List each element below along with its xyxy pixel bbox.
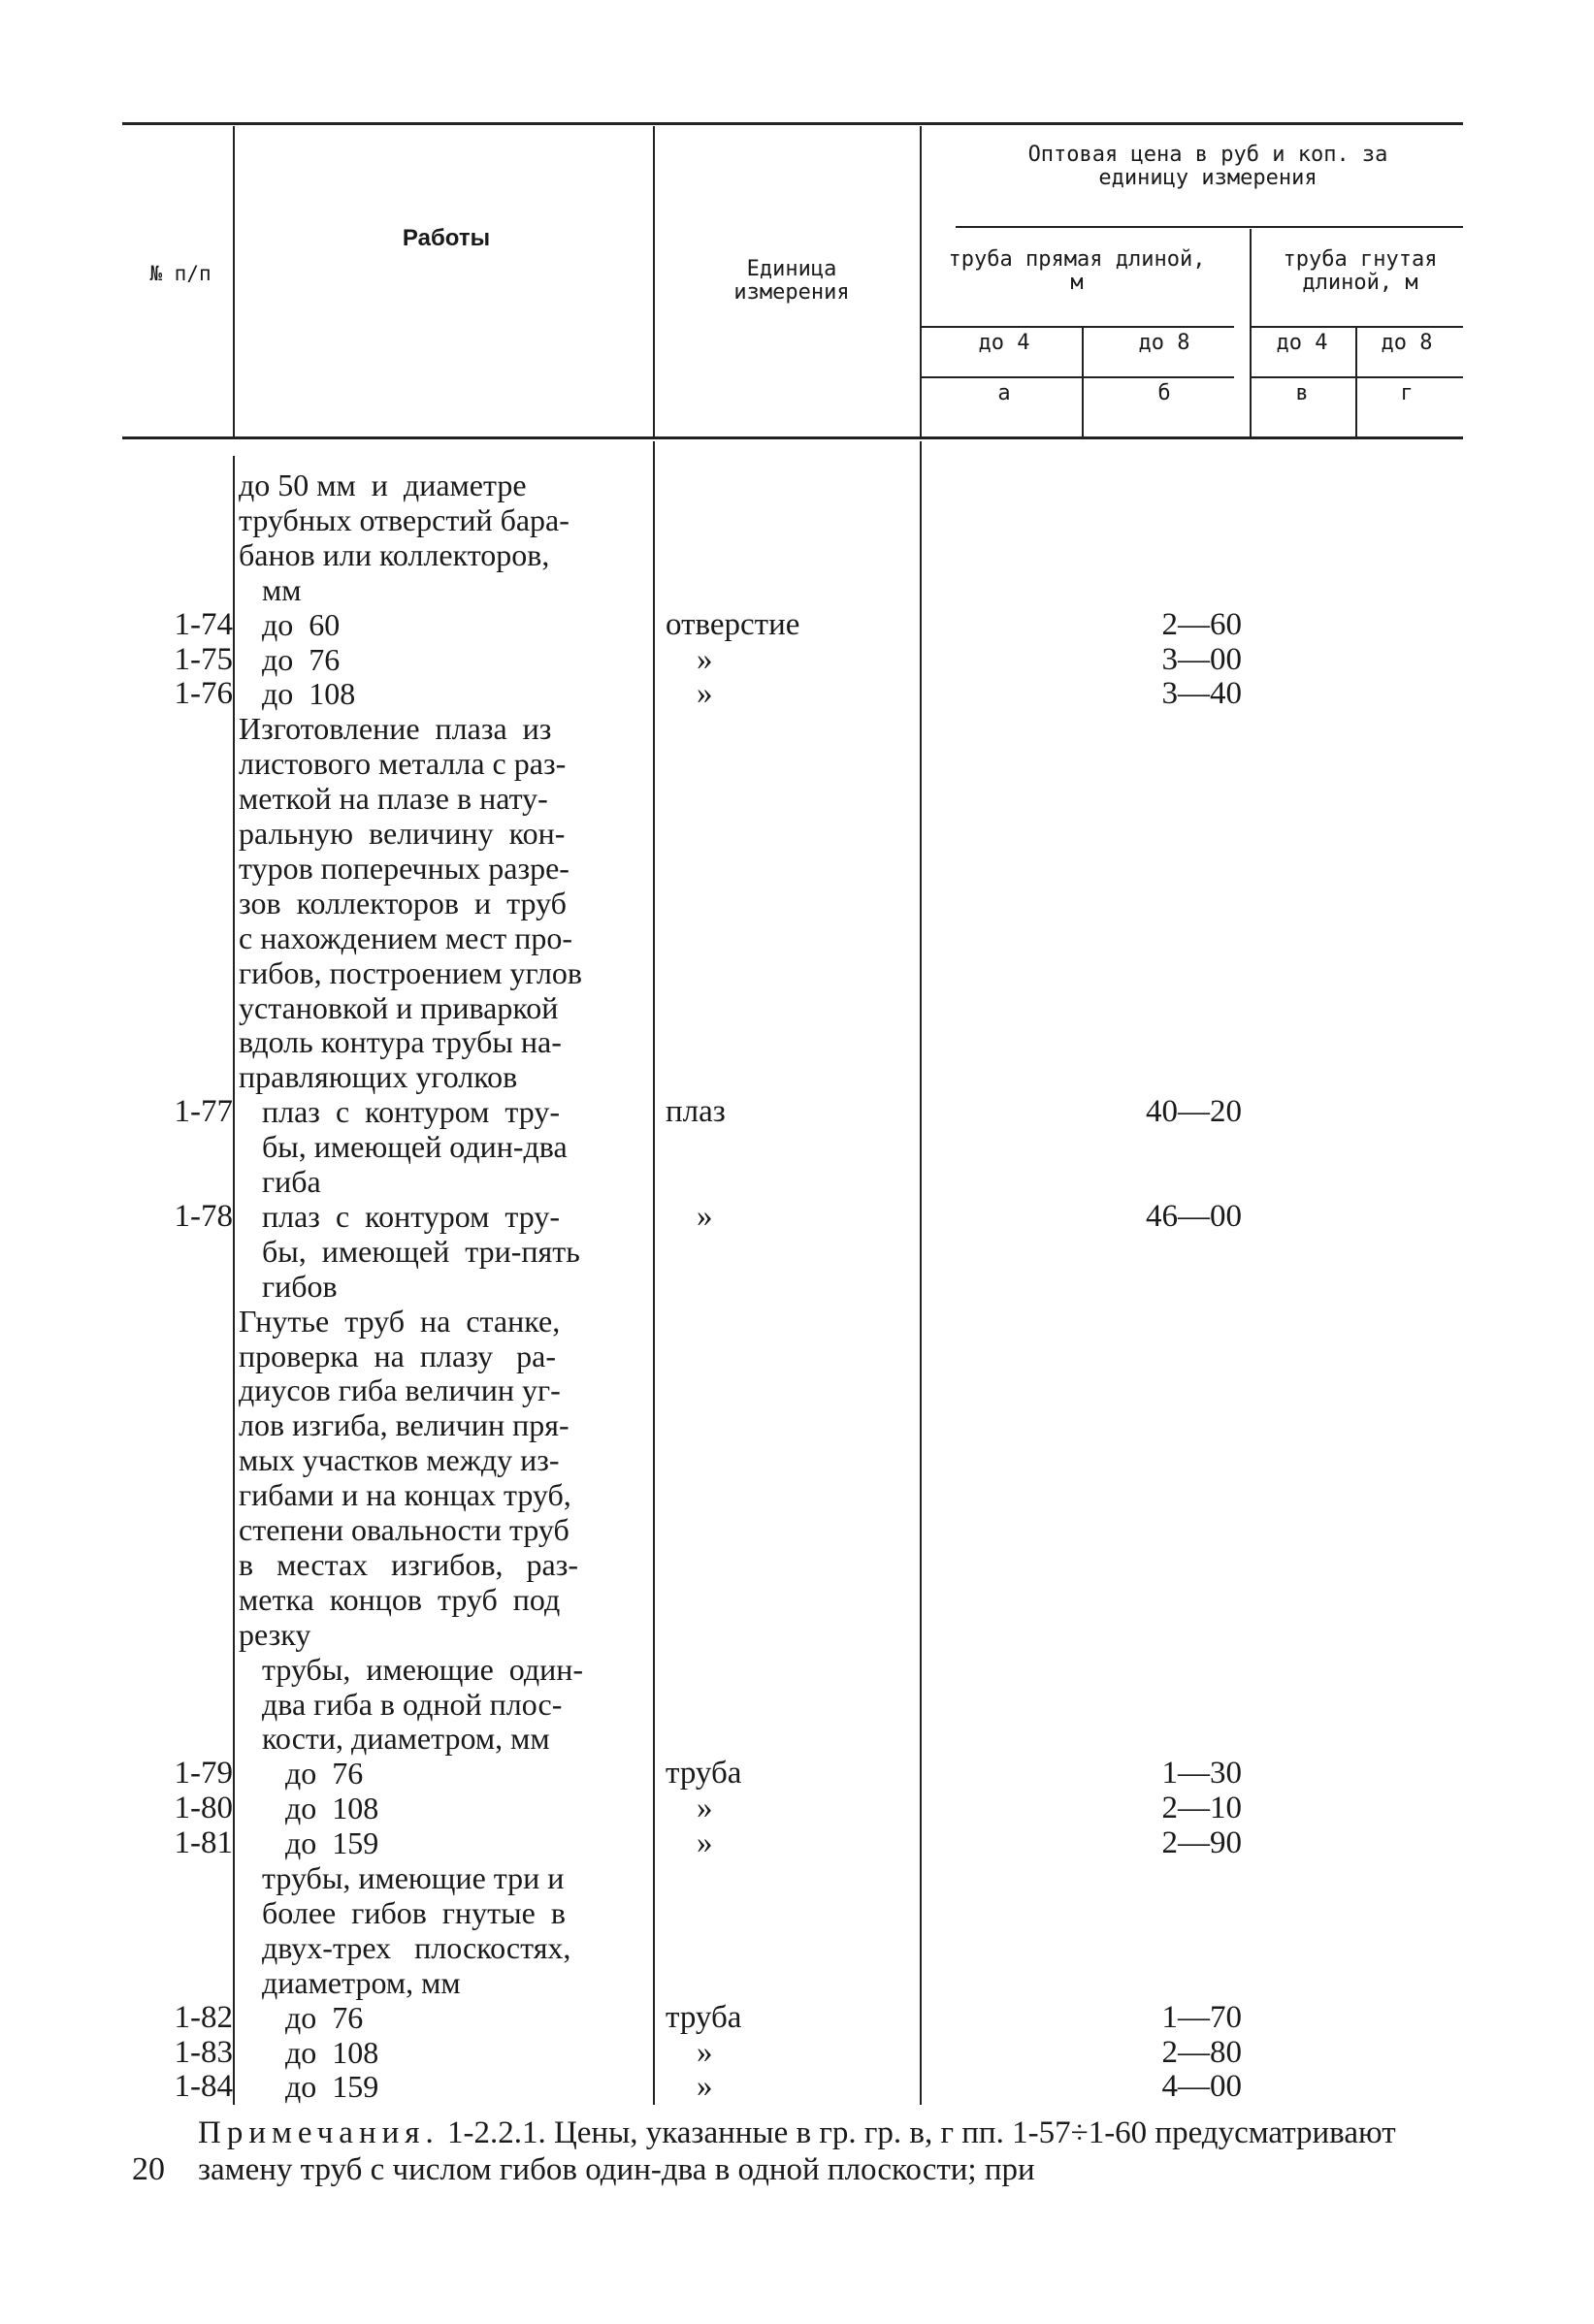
work-line: до 76 <box>239 1999 364 2035</box>
header-sub-g: до 8 <box>1381 331 1433 355</box>
row-unit: » <box>697 1825 713 1861</box>
work-line: диаметром, мм <box>239 1964 461 2000</box>
work-line: проверка на плазу ра- <box>239 1338 556 1373</box>
work-line: зов коллекторов и труб <box>239 885 567 920</box>
length-subheader-rule-b <box>1252 326 1463 328</box>
work-line: трубы, имеющие один- <box>239 1651 584 1687</box>
work-line: гибами и на концах труб, <box>239 1477 571 1513</box>
work-line: плаз с контуром тру- <box>239 1094 560 1130</box>
work-line: двух-трех плоскостях, <box>239 1929 571 1965</box>
row-price: 2—60 <box>1161 606 1242 642</box>
header-letter-b: б <box>1157 381 1171 405</box>
col-divider-2 <box>653 126 655 436</box>
work-line: резку <box>239 1616 311 1652</box>
col-divider-v-g <box>1355 328 1357 436</box>
work-line: лов изгиба, величин пря- <box>239 1407 569 1443</box>
work-line: до 159 <box>239 2069 379 2105</box>
header-straight: труба прямая длиной, м <box>948 247 1206 295</box>
col-divider-3 <box>920 126 922 436</box>
work-line: до 108 <box>239 2034 379 2070</box>
col-divider-1 <box>233 126 235 436</box>
work-line: до 159 <box>239 1825 379 1861</box>
row-unit: » <box>697 641 713 677</box>
footnote <box>198 2114 1459 2188</box>
work-line: ральную величину кон- <box>239 816 566 851</box>
row-price: 46—00 <box>1146 1198 1242 1234</box>
body-divider-3 <box>920 441 922 2105</box>
work-line: гиба <box>239 1164 321 1199</box>
work-line: мых участков между из- <box>239 1442 560 1478</box>
work-line: установкой и приваркой <box>239 989 559 1025</box>
length-subheader-rule-a <box>922 326 1234 328</box>
footnote-label: Примечания. <box>198 2115 439 2150</box>
row-number: 1-84 <box>174 2069 233 2105</box>
work-line: два гиба в одной плос- <box>239 1686 563 1722</box>
work-line: банов или коллекторов, <box>239 536 550 572</box>
work-line: листового металла с раз- <box>239 746 567 782</box>
row-unit: труба <box>666 1756 742 1791</box>
work-line: вдоль контура трубы на- <box>239 1024 562 1060</box>
work-line: Гнутье труб на станке, <box>239 1303 561 1339</box>
row-price: 2—10 <box>1161 1791 1242 1826</box>
header-bottom-rule <box>122 436 1463 439</box>
work-line: до 50 мм и диаметре <box>239 468 527 502</box>
work-line: до 108 <box>239 1791 379 1826</box>
row-price: 3—40 <box>1161 676 1242 712</box>
header-col-num: № п/п <box>149 262 211 285</box>
work-line: меткой на плазе в нату- <box>239 781 548 817</box>
work-line: мм <box>239 571 302 607</box>
row-number: 1-81 <box>174 1825 233 1861</box>
work-line: с нахождением мест про- <box>239 920 573 955</box>
header-letter-v: в <box>1295 381 1309 405</box>
work-line: до 76 <box>239 641 341 677</box>
row-price: 3—00 <box>1161 641 1242 677</box>
work-line: до 108 <box>239 676 356 712</box>
row-number: 1-83 <box>174 2034 233 2070</box>
row-unit: » <box>697 676 713 712</box>
row-unit: » <box>697 2034 713 2070</box>
work-line: более гибов гнутые в <box>239 1894 566 1930</box>
row-unit: труба <box>666 1999 742 2035</box>
work-line: до 76 <box>239 1756 364 1791</box>
work-line: Изготовление плаза из <box>239 711 552 747</box>
work-line: трубы, имеющие три и <box>239 1860 565 1895</box>
letters-rule-a <box>922 376 1234 378</box>
row-unit: плаз <box>666 1094 726 1130</box>
work-line: бы, имеющей три-пять <box>239 1233 580 1269</box>
row-price: 2—90 <box>1161 1825 1242 1861</box>
work-line: туров поперечных разре- <box>239 850 569 886</box>
work-line: метка концов труб под <box>239 1581 561 1617</box>
work-line: гибов, построением углов <box>239 954 583 990</box>
table-top-rule <box>122 122 1463 125</box>
row-number: 1-80 <box>174 1791 233 1826</box>
work-line: до 60 <box>239 606 341 642</box>
header-letter-g: г <box>1400 381 1414 405</box>
work-line: кости, диаметром, мм <box>239 1721 550 1757</box>
header-sub-v: до 4 <box>1276 331 1328 355</box>
header-bent: труба гнутая длиной, м <box>1283 247 1438 295</box>
work-line: диусов гиба величин уг- <box>239 1372 561 1408</box>
row-number: 1-74 <box>174 606 233 642</box>
work-line: трубных отверстий бара- <box>239 501 569 537</box>
row-unit: » <box>697 1791 713 1826</box>
row-number: 1-78 <box>174 1198 233 1234</box>
row-unit: » <box>697 1198 713 1234</box>
row-unit: отверстие <box>666 606 800 642</box>
price-subheader-rule <box>956 226 1463 228</box>
letters-rule-b <box>1252 376 1463 378</box>
row-price: 2—80 <box>1161 2034 1242 2070</box>
work-line: гибов <box>239 1268 338 1304</box>
row-number: 1-76 <box>174 676 233 712</box>
body-divider-2 <box>653 441 655 2105</box>
row-unit: » <box>697 2069 713 2105</box>
work-line: правляющих уголков <box>239 1059 518 1095</box>
work-line: степени овальности труб <box>239 1512 569 1547</box>
col-divider-a-b <box>1082 328 1084 436</box>
body-divider-1 <box>233 456 235 2105</box>
header-sub-a: до 4 <box>978 331 1030 355</box>
header-sub-b: до 8 <box>1138 331 1190 355</box>
row-price: 4—00 <box>1161 2069 1242 2105</box>
work-line: в местах изгибов, раз- <box>239 1546 579 1582</box>
header-col-unit: Единица измерения <box>733 257 850 305</box>
row-number: 1-79 <box>174 1756 233 1791</box>
col-divider-straight-bent <box>1250 229 1252 436</box>
row-price: 40—20 <box>1146 1094 1242 1130</box>
row-number: 1-77 <box>174 1094 233 1130</box>
header-letter-a: а <box>997 381 1011 405</box>
row-number: 1-82 <box>174 1999 233 2035</box>
work-line: бы, имеющей один-два <box>239 1129 568 1165</box>
row-price: 1—70 <box>1161 1999 1242 2035</box>
row-number: 1-75 <box>174 641 233 677</box>
page-number: 20 <box>132 2151 165 2187</box>
header-col-work: Работы <box>402 225 491 251</box>
header-col-price: Оптовая цена в руб и коп. за единицу измерения <box>1027 143 1388 190</box>
footnote-text: 1-2.2.1. Цены, указанные в гр. гр. в, г пп. 1-57÷1-60 предусматривают замену труб с числом гибов один-два в одной плоскости; при <box>198 2115 1396 2187</box>
row-price: 1—30 <box>1161 1756 1242 1791</box>
work-line: плаз с контуром тру- <box>239 1198 560 1234</box>
